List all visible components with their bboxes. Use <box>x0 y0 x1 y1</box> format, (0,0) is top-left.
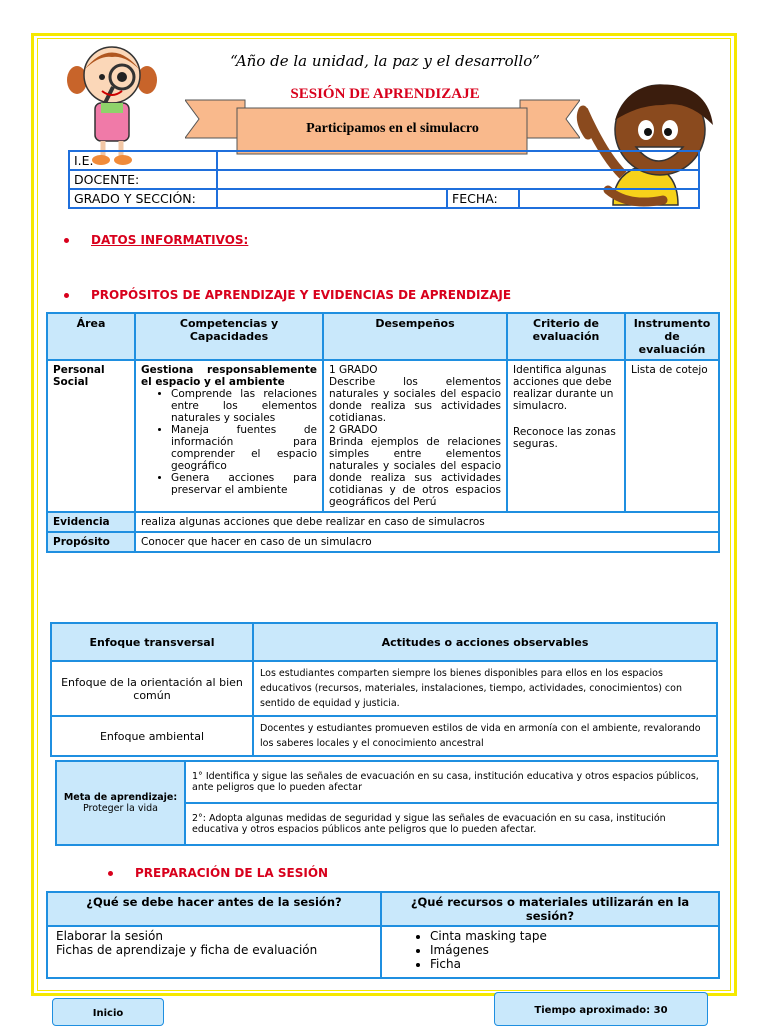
grado-value <box>217 189 447 208</box>
header-criterio: Criterio de evaluación <box>507 313 625 360</box>
antes-item: Elaborar la sesión <box>56 929 163 943</box>
header-actitudes: Actitudes o acciones observables <box>253 623 717 661</box>
enfoque-table <box>50 622 718 757</box>
evidencia-label: Evidencia <box>47 512 135 532</box>
meta-grado2: 2°: Adopta algunas medidas de seguridad y sigue las señales de evacuación en su casa, institución educativa y otros espacios públicos ante peligros que lo pueden afectar. <box>185 803 718 845</box>
antes-item: Fichas de aprendizaje y ficha de evaluación <box>56 943 318 957</box>
proposito-value: Conocer que hacer en caso de un simulacro <box>135 532 719 552</box>
meta-grado1: 1° Identifica y sigue las señales de evacuación en su casa, institución educativa y otros espacios públicos, ante peligros que lo pueden afectar <box>185 761 718 803</box>
capacidad-item: • Comprende las relaciones entre los elementos naturales y sociales <box>171 388 317 424</box>
desempenos-cell <box>323 360 507 512</box>
instrumento-value: Lista de cotejo <box>625 360 719 512</box>
grado1-text: Describe los elementos naturales y sociales del espacio donde realiza sus actividades cotidianas. <box>329 376 501 424</box>
preparacion-table <box>46 891 720 979</box>
recurso-item: • Cinta masking tape <box>430 929 710 943</box>
header-enfoque: Enfoque transversal <box>51 623 253 661</box>
antes-cell <box>47 926 381 978</box>
meta-table <box>55 760 719 846</box>
section-propositos <box>64 288 511 302</box>
fecha-label: FECHA: <box>447 189 519 208</box>
area-value: Personal Social <box>47 360 135 512</box>
session-title: SESIÓN DE APRENDIZAJE <box>290 86 480 102</box>
banner-title: Participamos en el simulacro <box>306 121 479 136</box>
school-info-table <box>68 150 700 209</box>
meta-value: Proteger la vida <box>82 803 159 814</box>
capacidad-item: • Genera acciones para preservar el ambiente <box>171 472 317 496</box>
section-propositos-label: PROPÓSITOS DE APRENDIZAJE Y EVIDENCIAS DE APRENDIZAJE <box>91 288 512 302</box>
header-recursos: ¿Qué recursos o materiales utilizarán en la sesión? <box>381 892 719 926</box>
section-preparacion <box>108 866 328 880</box>
evidencia-value: realiza algunas acciones que debe realizar en caso de simulacros <box>135 512 719 532</box>
meta-cell <box>56 761 185 845</box>
capacidades-list <box>141 388 317 496</box>
meta-label: Meta de aprendizaje: <box>63 792 178 803</box>
enfoque-name: Enfoque ambiental <box>51 716 253 756</box>
recursos-list <box>390 929 710 971</box>
header-area: Área <box>47 313 135 360</box>
tiempo-label: Tiempo aproximado: 30 <box>494 992 708 1026</box>
enfoque-actitud: Los estudiantes comparten siempre los bienes disponibles para ellos en los espacios educativos (recursos, materiales, instalaciones, tiempo, actividades, conocimientos) con sentido de equidad y justicia. <box>253 661 717 716</box>
purposes-table <box>46 312 720 553</box>
section-datos-label: DATOS INFORMATIVOS: <box>91 233 249 247</box>
header-instrumento: Instrumento de evaluación <box>625 313 719 360</box>
docente-label: DOCENTE: <box>69 170 217 189</box>
docente-value <box>217 170 699 189</box>
ie-value <box>217 151 699 170</box>
competencia-name: Gestiona responsablemente el espacio y el ambiente <box>141 364 317 388</box>
motto-text: “Año de la unidad, la paz y el desarrollo” <box>230 52 540 70</box>
capacidad-item: • Maneja fuentes de información para comprender el espacio geográfico <box>171 424 317 472</box>
section-datos <box>64 233 248 247</box>
inicio-label: Inicio <box>52 998 164 1026</box>
section-preparacion-label: PREPARACIÓN DE LA SESIÓN <box>135 866 329 880</box>
header-desempenos: Desempeños <box>323 313 507 360</box>
recurso-item: • Imágenes <box>430 943 710 957</box>
ie-label: I.E. <box>69 151 217 170</box>
criterio-cell <box>507 360 625 512</box>
header-antes: ¿Qué se debe hacer antes de la sesión? <box>47 892 381 926</box>
recursos-cell <box>381 926 719 978</box>
grado2-label: 2 GRADO <box>329 424 378 436</box>
recurso-item: • Ficha <box>430 957 710 971</box>
proposito-label: Propósito <box>47 532 135 552</box>
grado2-text: Brinda ejemplos de relaciones simples entre elementos naturales y sociales del espacio donde realiza sus actividades cotidianas y de otros espacios geográficos del Perú <box>329 436 501 508</box>
competencias-cell <box>135 360 323 512</box>
fecha-value <box>519 189 699 208</box>
grado1-label: 1 GRADO <box>329 364 378 376</box>
criterio-1: Identifica algunas acciones que debe realizar durante un simulacro. <box>513 364 614 412</box>
criterio-2: Reconoce las zonas seguras. <box>513 426 616 450</box>
enfoque-actitud: Docentes y estudiantes promueven estilos de vida en armonía con el ambiente, revalorando los saberes locales y el conocimiento ancestral <box>253 716 717 756</box>
header-competencias: Competencias y Capacidades <box>135 313 323 360</box>
enfoque-name: Enfoque de la orientación al bien común <box>51 661 253 716</box>
grado-label: GRADO Y SECCIÓN: <box>69 189 217 208</box>
